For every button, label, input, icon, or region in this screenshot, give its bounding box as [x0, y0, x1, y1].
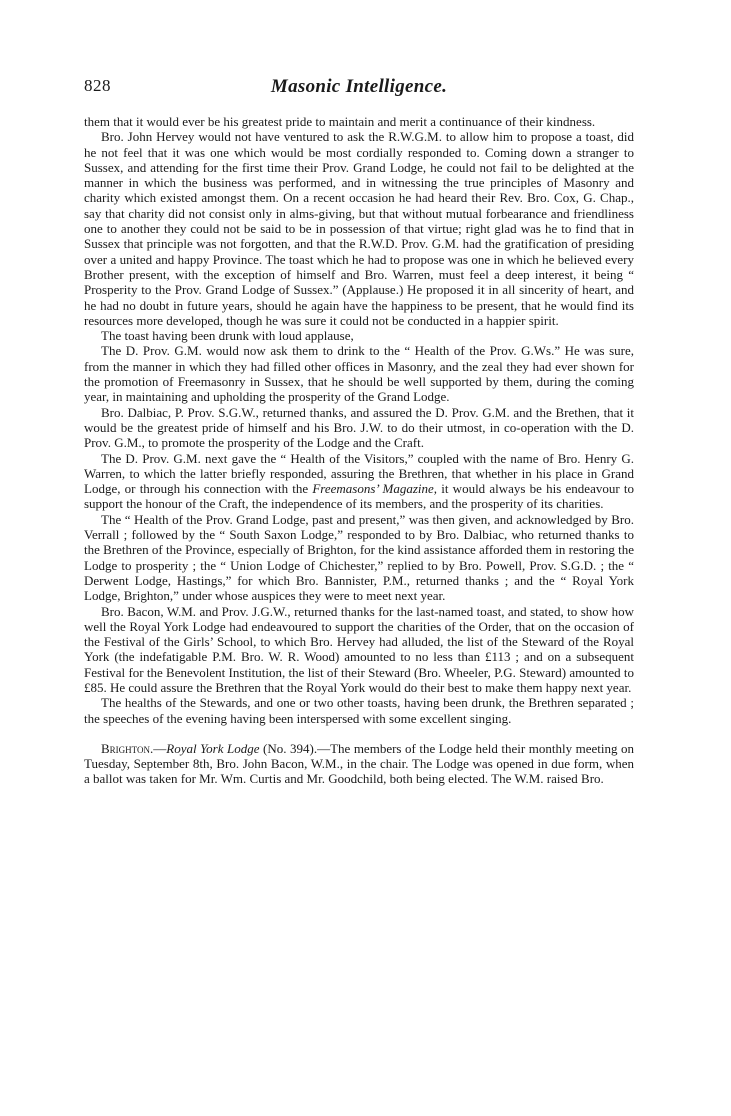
article-body — [84, 114, 634, 787]
heading-dash: — — [153, 740, 167, 756]
paragraph-hervey-toast: Bro. John Hervey would not have ventured to ask the R.W.G.M. to allow him to propose a toast, did he not feel that it was one which would be most cordially responded to. Coming down a stranger to Sussex, and attending for the first time their Prov. Grand Lodge, he could not fail to be delighted at the manner in which the business was performed, and in witnessing the true principles of Masonry and charity which existed amongst them. On a recent occasion he had heard their Rev. Bro. Cox, G. Chap., say that charity did not consist only in alms-giving, but that without mutual forbearance and friendliness one to another they could not be said to be in possession of that virtue; right glad was he to find that in Sussex that principle was not forgotten, and that the R.W.D. Prov. G.M. had the gratification of presiding over a united and happy Province. The toast which he had to propose was one in which he believed every Brother present, with the exception of himself and Bro. Warren, must feel a deep interest, it being “ Prosperity to the Prov. Grand Lodge of Sussex.” (Applause.) He proposed it in all sincerity of heart, and he had no doubt in future years, should he again have the happiness to be present, that he would find its resources more developed, though he was sure it could not be conducted in a happier spirit. — [84, 129, 634, 328]
paragraph-brighton-report — [84, 741, 634, 787]
running-title: Masonic Intelligence. — [270, 76, 448, 97]
paragraph-grand-lodge-health: The “ Health of the Prov. Grand Lodge, past and present,” was then given, and acknowledged by Bro. Verrall ; followed by the “ South Saxon Lodge,” responded to by Bro. Dalbiac, who returned thanks to the Brethren of the Province, especially of Brighton, for the kind assistance afforded them in restoring the Lodge to prosperity ; the “ Union Lodge of Chichester,” replied to by Bro. Powell, Prov. S.G.D. ; the “ Derwent Lodge, Hastings,” for which Bro. Bannister, P.M., returned thanks ; and the “ Royal York Lodge, Brighton,” under whose auspices they were to meet next year. — [84, 511, 634, 604]
paragraph-stewards-healths: The healths of the Stewards, and one or two other toasts, having been drunk, the Brethren separated ; the speeches of the evening having been interspersed with some excellent singing. — [84, 695, 634, 726]
paragraph-visitors-health — [84, 451, 634, 512]
visitors-tail: it would always be his endeavour to support the honour of the Craft, the independence of its members, and the prosperity of its charities. — [84, 481, 634, 512]
paragraph-dalbiac-thanks: Bro. Dalbiac, P. Prov. S.G.W., returned thanks, and assured the D. Prov. G.M. and the Brethen, that it would be the greatest pride of himself and his Bro. J.W. to do their utmost, in co-operation with the D. Prov. G.M., to promote the prosperity of the Lodge and the Craft. — [84, 404, 634, 451]
running-head — [84, 76, 634, 102]
brighton-report-text: (No. 394).—The members of the Lodge held their monthly meeting on Tuesday, September 8th, Bro. John Bacon, W.M., in the chair. The Lodge was opened in due form, when a ballot was taken for Mr. Wm. Curtis and Mr. Goodchild, both being elected. The W.M. raised Bro. — [84, 740, 634, 787]
paragraph-prov-gws-health: The D. Prov. G.M. would now ask them to drink to the “ Health of the Prov. G.Ws.” He was sure, from the manner in which they had filled other offices in Masonry, and the zeal they had ever shown for the promotion of Freemasonry in Sussex, that he should be well supported by them, during the coming year, in maintaining and upholding the prosperity of the Grand Lodge. — [84, 343, 634, 405]
page — [84, 76, 634, 787]
visitors-lead: The D. Prov. G.M. next gave the “ Health of the Visitors,” coupled with the name of Bro. Henry G. Warren, to which the latter briefly responded, assuring the Brethren, that whether in his place in Grand Lodge, or through his connection with the — [84, 450, 634, 497]
place-name: Brighton. — [101, 740, 154, 756]
lodge-name: Royal York Lodge — [166, 740, 260, 756]
magazine-title: Freemasons’ Magazine, — [312, 481, 438, 497]
paragraph-bacon-thanks: Bro. Bacon, W.M. and Prov. J.G.W., returned thanks for the last-named toast, and stated, to show how well the Royal York Lodge had endeavoured to support the charities of the Order, that on the occasion of the Festival of the Girls’ School, to which Bro. Hervey had alluded, the list of the Steward of the Royal York (the indefatigable P.M. Bro. W. R. Wood) amounted to no less than £113 ; and on a subsequent Festival for the Benevolent Institution, the list of their Steward (Bro. Wheeler, P.G. Steward) amounted to £85. He could assure the Brethren that the Royal York would do their best to make them happy next year. — [84, 603, 634, 695]
paragraph-continuation: them that it would ever be his greatest pride to maintain and merit a continuance of their kindness. — [84, 114, 596, 129]
page-number: 828 — [84, 76, 111, 95]
paragraph-toast-drunk: The toast having been drunk with loud applause, — [101, 328, 354, 344]
